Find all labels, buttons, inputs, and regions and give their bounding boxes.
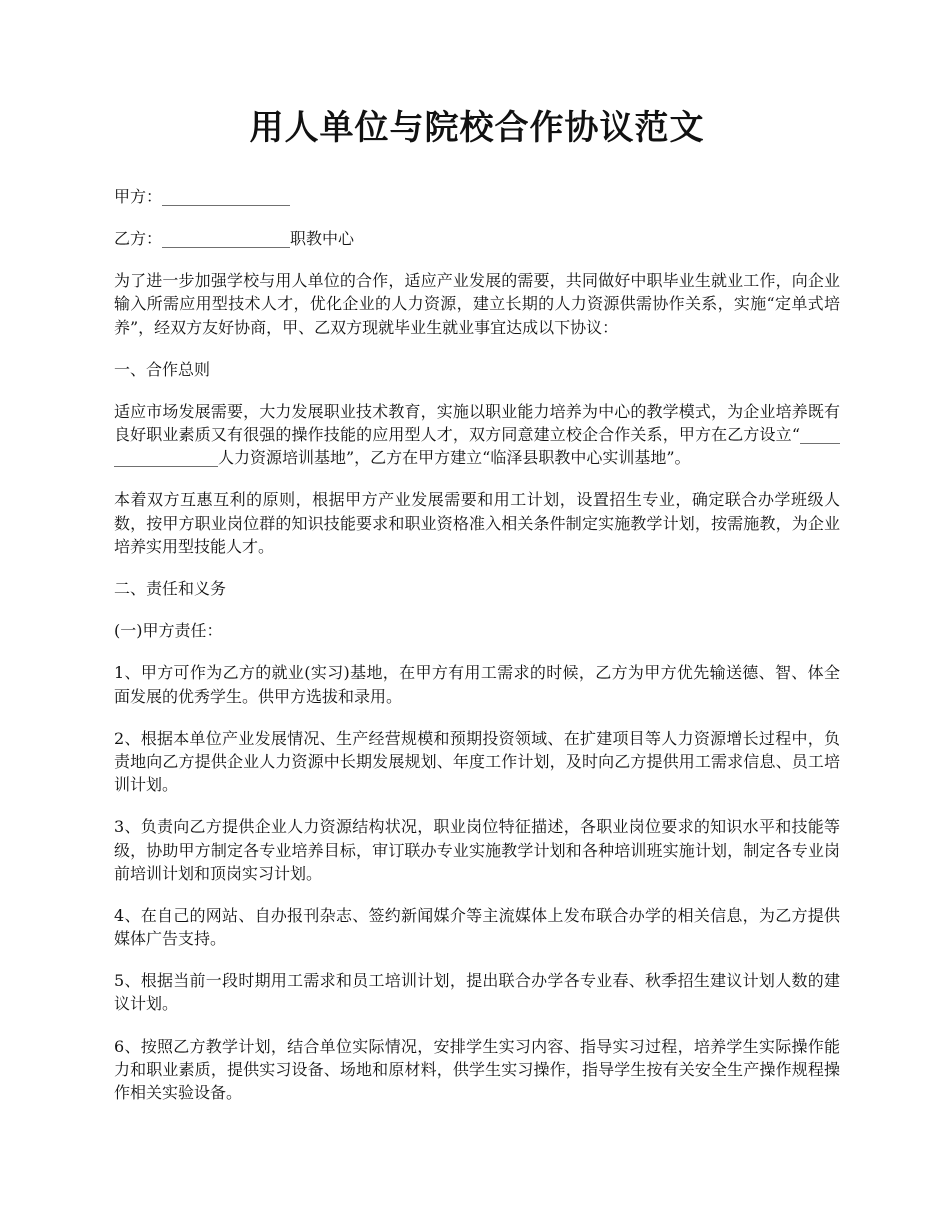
duty-item-5: 5、根据当前一段时期用工需求和员工培训计划，提出联合办学各专业春、秋季招生建议计划人数的建议计划。: [114, 971, 840, 1014]
general-paragraph-1: 适应市场发展需要，大力发展职业技术教育，实施以职业能力培养为中心的教学模式，为企业培养既有良好职业素质又有很强的操作技能的应用型人才，双方同意建立校企合作关系，甲方在乙方设立“__________________人力资源培训基地”，乙方在甲方建立“临泽县职教中心实训基地”。: [114, 401, 840, 468]
duty-item-6: 6、按照乙方教学计划，结合单位实际情况，安排学生实习内容、指导实习过程，培养学生实际操作能力和职业素质，提供实习设备、场地和原材料，供学生实习操作，指导学生按有关安全生产操作规程操作相关实验设备。: [114, 1036, 840, 1103]
intro-paragraph: 为了进一步加强学校与用人单位的合作，适应产业发展的需要，共同做好中职毕业生就业工作，向企业输入所需应用型技术人才，优化企业的人力资源，建立长期的人力资源供需协作关系，实施“定单式培养”，经双方友好协商，甲、乙双方现就毕业生就业事宜达成以下协议：: [114, 271, 840, 337]
party-b-line: 乙方：________________职教中心: [114, 228, 355, 248]
party-a-line: 甲方：________________: [114, 186, 291, 206]
general-paragraph-2: 本着双方互惠互利的原则，根据甲方产业发展需要和用工计划，设置招生专业，确定联合办学班级人数，按甲方职业岗位群的知识技能要求和职业资格准入相关条件制定实施教学计划，按需施教，为企业培养实用型技能人才。: [114, 490, 840, 556]
document-page: [114, 108, 840, 1123]
section-heading-general: 一、合作总则: [114, 359, 211, 379]
section-heading-duties: 二、责任和义务: [114, 579, 227, 599]
duty-item-4: 4、在自己的网站、自办报刊杂志、签约新闻媒介等主流媒体上发布联合办学的相关信息，为乙方提供媒体广告支持。: [114, 905, 840, 949]
document-title: 用人单位与院校合作协议范文: [249, 108, 705, 148]
duty-item-3: 3、负责向乙方提供企业人力资源结构状况，职业岗位特征描述，各职业岗位要求的知识水平和技能等级，协助甲方制定各专业培养目标，审订联办专业实施教学计划和各种培训班实施计划，制定各专业岗前培训计划和顶岗实习计划。: [114, 817, 840, 883]
subsection-heading-party-a: (一)甲方责任：: [114, 621, 223, 641]
duty-item-2: 2、根据本单位产业发展情况、生产经营规模和预期投资领域、在扩建项目等人力资源增长过程中，负责地向乙方提供企业人力资源中长期发展规划、年度工作计划，及时向乙方提供用工需求信息、员工培训计划。: [114, 728, 840, 795]
duty-item-1: 1、甲方可作为乙方的就业(实习)基地，在甲方有用工需求的时候，乙方为甲方优先输送德、智、体全面发展的优秀学生。供甲方选拔和录用。: [114, 663, 840, 706]
